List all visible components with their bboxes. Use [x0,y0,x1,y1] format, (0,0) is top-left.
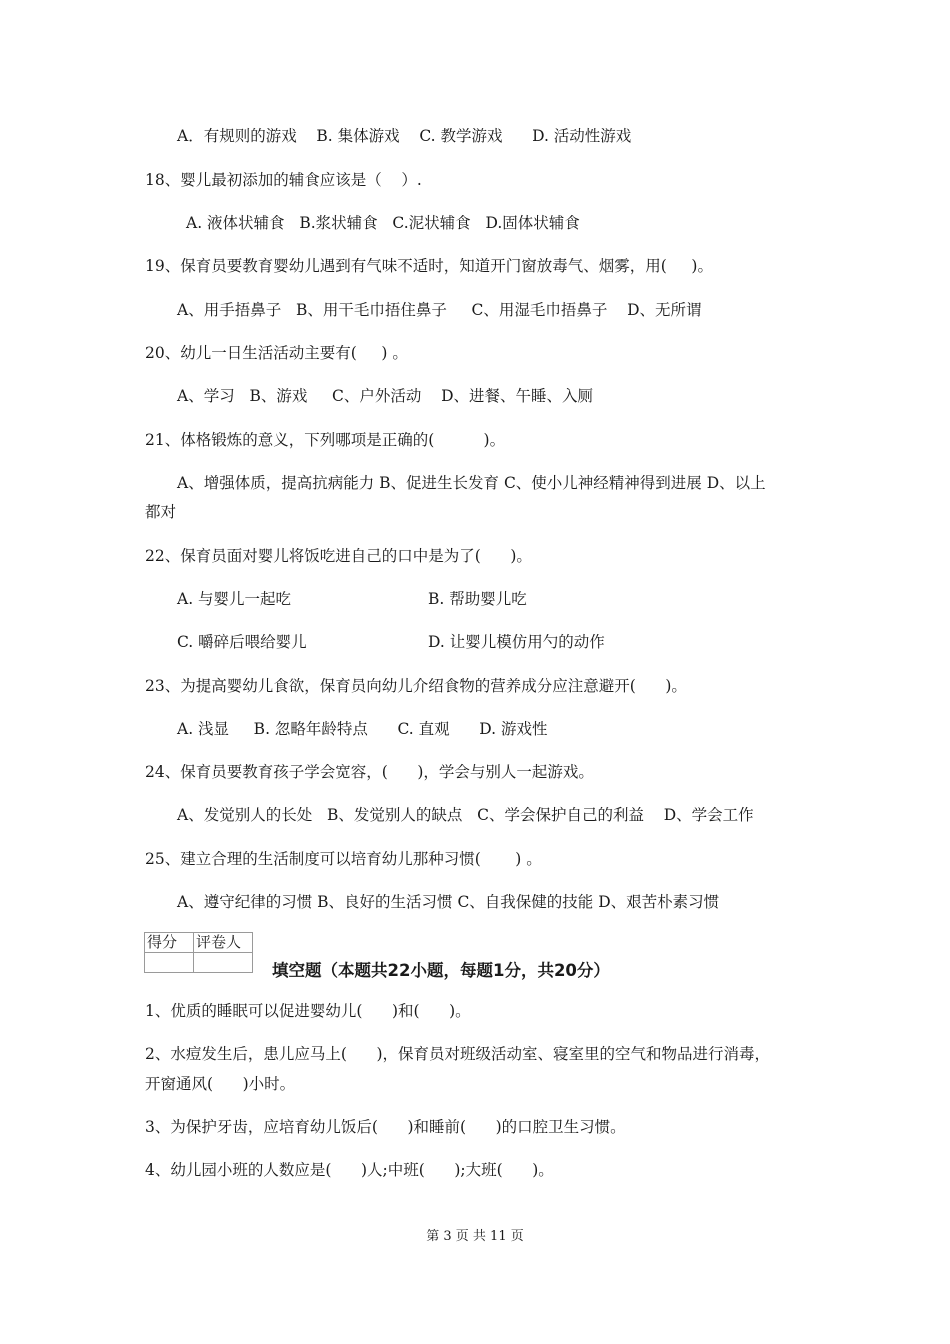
fill-question-2-line2: 开窗通风( )小时。 [145,1075,296,1093]
q22-option-b: B. 帮助婴儿吃 [428,590,527,608]
q17-options: A．有规则的游戏 B. 集体游戏 C. 教学游戏 D. 活动性游戏 [177,127,632,145]
question-24: 24、保育员要教育孩子学会宽容，( )，学会与别人一起游戏。 [145,763,594,781]
q22-option-c: C. 嚼碎后喂给婴儿 [177,633,307,651]
fill-question-3: 3、为保护牙齿，应培育幼儿饭后( )和睡前( )的口腔卫生习惯。 [145,1118,626,1136]
q23-options: A. 浅显 B. 忽略年龄特点 C. 直观 D. 游戏性 [177,720,548,738]
q22-option-a: A. 与婴儿一起吃 [177,590,292,608]
q21-options-line2: 都对 [145,503,177,521]
score-label: 得分 [145,933,194,953]
question-21: 21、体格锻炼的意义，下列哪项是正确的( )。 [145,431,506,449]
q25-options: A、遵守纪律的习惯 B、良好的生活习惯 C、自我保健的技能 D、艰苦朴素习惯 [177,893,720,911]
question-20: 20、幼儿一日生活活动主要有( ) 。 [145,344,408,362]
question-18: 18、婴儿最初添加的辅食应该是（ ）. [145,171,422,189]
q18-options: A. 液体状辅食 B.浆状辅食 C.泥状辅食 D.固体状辅食 [186,214,580,232]
grader-label: 评卷人 [194,933,253,953]
grader-cell [194,953,253,973]
q21-options-line1: A、增强体质，提高抗病能力 B、促进生长发育 C、使小儿神经精神得到进展 D、以上 [177,474,766,492]
page-footer: 第 3 页 共 11 页 [426,1229,524,1244]
question-25: 25、建立合理的生活制度可以培育幼儿那种习惯( ) 。 [145,850,542,868]
score-table [144,932,253,973]
q19-options: A、用手捂鼻子 B、用干毛巾捂住鼻子 C、用湿毛巾捂鼻子 D、无所谓 [177,301,702,319]
fill-question-2-line1: 2、水痘发生后，患儿应马上( )，保育员对班级活动室、寝室里的空气和物品进行消毒， [145,1045,771,1063]
question-22: 22、保育员面对婴儿将饭吃进自己的口中是为了( )。 [145,547,532,565]
question-19: 19、保育员要教育婴幼儿遇到有气味不适时，知道开门窗放毒气、烟雾，用( )。 [145,257,713,275]
question-23: 23、为提高婴幼儿食欲，保育员向幼儿介绍食物的营养成分应注意避开( )。 [145,677,687,695]
score-cell [145,953,194,973]
q24-options: A、发觉别人的长处 B、发觉别人的缺点 C、学会保护自己的利益 D、学会工作 [177,806,754,824]
q22-option-d: D. 让婴儿模仿用勺的动作 [428,633,605,651]
section-title: 填空题（本题共22小题，每题1分，共20分） [272,961,610,980]
q20-options: A、学习 B、游戏 C、户外活动 D、进餐、午睡、入厕 [177,387,593,405]
fill-question-1: 1、优质的睡眠可以促进婴幼儿( )和( )。 [145,1002,471,1020]
fill-question-4: 4、幼儿园小班的人数应是( )人;中班( );大班( )。 [145,1161,554,1179]
